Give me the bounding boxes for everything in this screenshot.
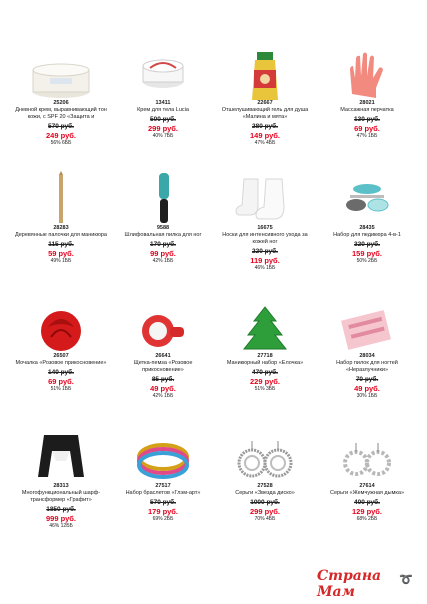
product-card[interactable] [314,425,420,550]
product-code: 26641 [155,353,171,359]
product-name: Шлифовальная пилка для ног [124,232,202,238]
old-price: 85 руб. [151,376,175,383]
product-code: 27517 [155,483,171,489]
product-card[interactable] [8,165,114,290]
discount-points: 50% 2ББ [356,258,378,264]
old-price: 70 руб. [355,376,379,383]
old-price: 470 руб. [252,369,278,376]
product-name: Щетка-пемза «Розовое прикосновение» [133,360,193,373]
swirl-logo-icon: ➰ [399,574,413,586]
new-price: 119 руб. [250,256,280,265]
discount-points: 69% 2ББ [152,516,174,522]
discount-points: 47% 4ББ [254,140,276,146]
new-price: 99 руб. [150,249,176,258]
discount-points: 68% 2ББ [356,516,378,522]
old-price: 280 руб. [252,123,278,130]
product-code: 13411 [155,100,171,106]
product-card[interactable] [212,165,318,290]
old-price: 400 руб. [354,499,380,506]
product-name: Носки для интенсивного ухода за кожей ног [222,232,308,245]
product-name: Маникюрный набор «Елочка» [226,360,304,366]
product-name: Массажная перчатка [340,107,394,113]
discount-points: 51% 1ББ [50,386,72,392]
old-price: 500 руб. [150,116,176,123]
old-price: 115 руб. [48,241,74,248]
product-name: Многофункциональный шарф-трансформер «Графит» [21,490,101,503]
product-card[interactable] [8,42,114,167]
product-code: 28435 [359,225,375,231]
product-card[interactable] [212,295,318,420]
discount-points: 56% 6ББ [50,140,72,146]
product-name: Мочалка «Розовое прикосновение» [15,360,107,366]
product-name: Серьги «Звезда диско» [235,490,295,496]
discount-points: 42% 1ББ [152,393,174,399]
new-price: 249 руб. [46,131,76,140]
product-card[interactable] [212,42,318,167]
product-card[interactable] [314,165,420,290]
new-price: 229 руб. [250,377,280,386]
discount-points: 49% 1ББ [50,258,72,264]
product-card[interactable] [8,425,114,550]
old-price: 170 руб. [150,241,176,248]
product-card[interactable] [314,295,420,420]
product-card[interactable] [110,165,216,290]
old-price: 1850 руб. [46,506,76,513]
product-name: Дневной крем, выравнивающий тон кожи, с SPF 20 «Защита и [15,107,107,120]
new-price: 999 руб. [46,514,76,523]
product-card[interactable] [110,425,216,550]
old-price: 140 руб. [48,369,74,376]
product-card[interactable] [314,42,420,167]
old-price: 130 руб. [354,116,380,123]
product-card[interactable] [8,295,114,420]
old-price: 570 руб. [48,123,74,130]
discount-points: 46% 1ББ [254,265,276,271]
discount-points: 40% 7ББ [152,133,174,139]
new-price: 69 руб. [48,377,74,386]
product-code: 27614 [359,483,375,489]
new-price: 49 руб. [150,384,176,393]
product-card[interactable] [110,295,216,420]
product-name: Отшелушивающий гель для душа «Малина и мята» [221,107,309,120]
new-price: 299 руб. [148,124,178,133]
new-price: 149 руб. [250,131,280,140]
product-code: 27718 [257,353,273,359]
product-code: 28283 [53,225,69,231]
discount-points: 30% 1ББ [356,393,378,399]
watermark [307,568,417,602]
product-name: Крем для тела Lucia [137,107,189,113]
product-code: 22667 [257,100,273,106]
old-price: 220 руб. [252,248,278,255]
new-price: 49 руб. [354,384,380,393]
product-code: 28313 [53,483,69,489]
product-code: 9588 [156,225,170,231]
product-code: 27528 [257,483,273,489]
product-code: 25206 [53,100,69,106]
discount-points: 46% 12ББ [49,523,73,529]
new-price: 299 руб. [250,507,280,516]
product-card[interactable] [110,42,216,167]
product-code: 26507 [53,353,69,359]
old-price: 570 руб. [150,499,176,506]
product-name: Набор для педикюра 4-в-1 [333,232,401,238]
discount-points: 51% 3ББ [254,386,276,392]
product-code: 28034 [359,353,375,359]
new-price: 59 руб. [48,249,74,258]
product-name: Набор пилок для ногтей «Неразлучники» [336,360,398,373]
product-card[interactable] [212,425,318,550]
product-name: Серьги «Жемчужная дымка» [329,490,405,496]
watermark-text: Страна Мам [317,568,382,600]
discount-points: 70% 4ББ [254,516,276,522]
new-price: 179 руб. [148,507,178,516]
product-name: Деревянные палочки для маникюра [15,232,107,238]
new-price: 69 руб. [354,124,380,133]
new-price: 129 руб. [352,507,382,516]
discount-points: 42% 1ББ [152,258,174,264]
new-price: 159 руб. [352,249,382,258]
discount-points: 47% 1ББ [356,133,378,139]
product-code: 28021 [359,100,375,106]
product-name: Набор браслетов «Глэм-арт» [125,490,201,496]
old-price: 1000 руб. [250,499,280,506]
product-code: 16675 [257,225,273,231]
old-price: 320 руб. [354,241,380,248]
